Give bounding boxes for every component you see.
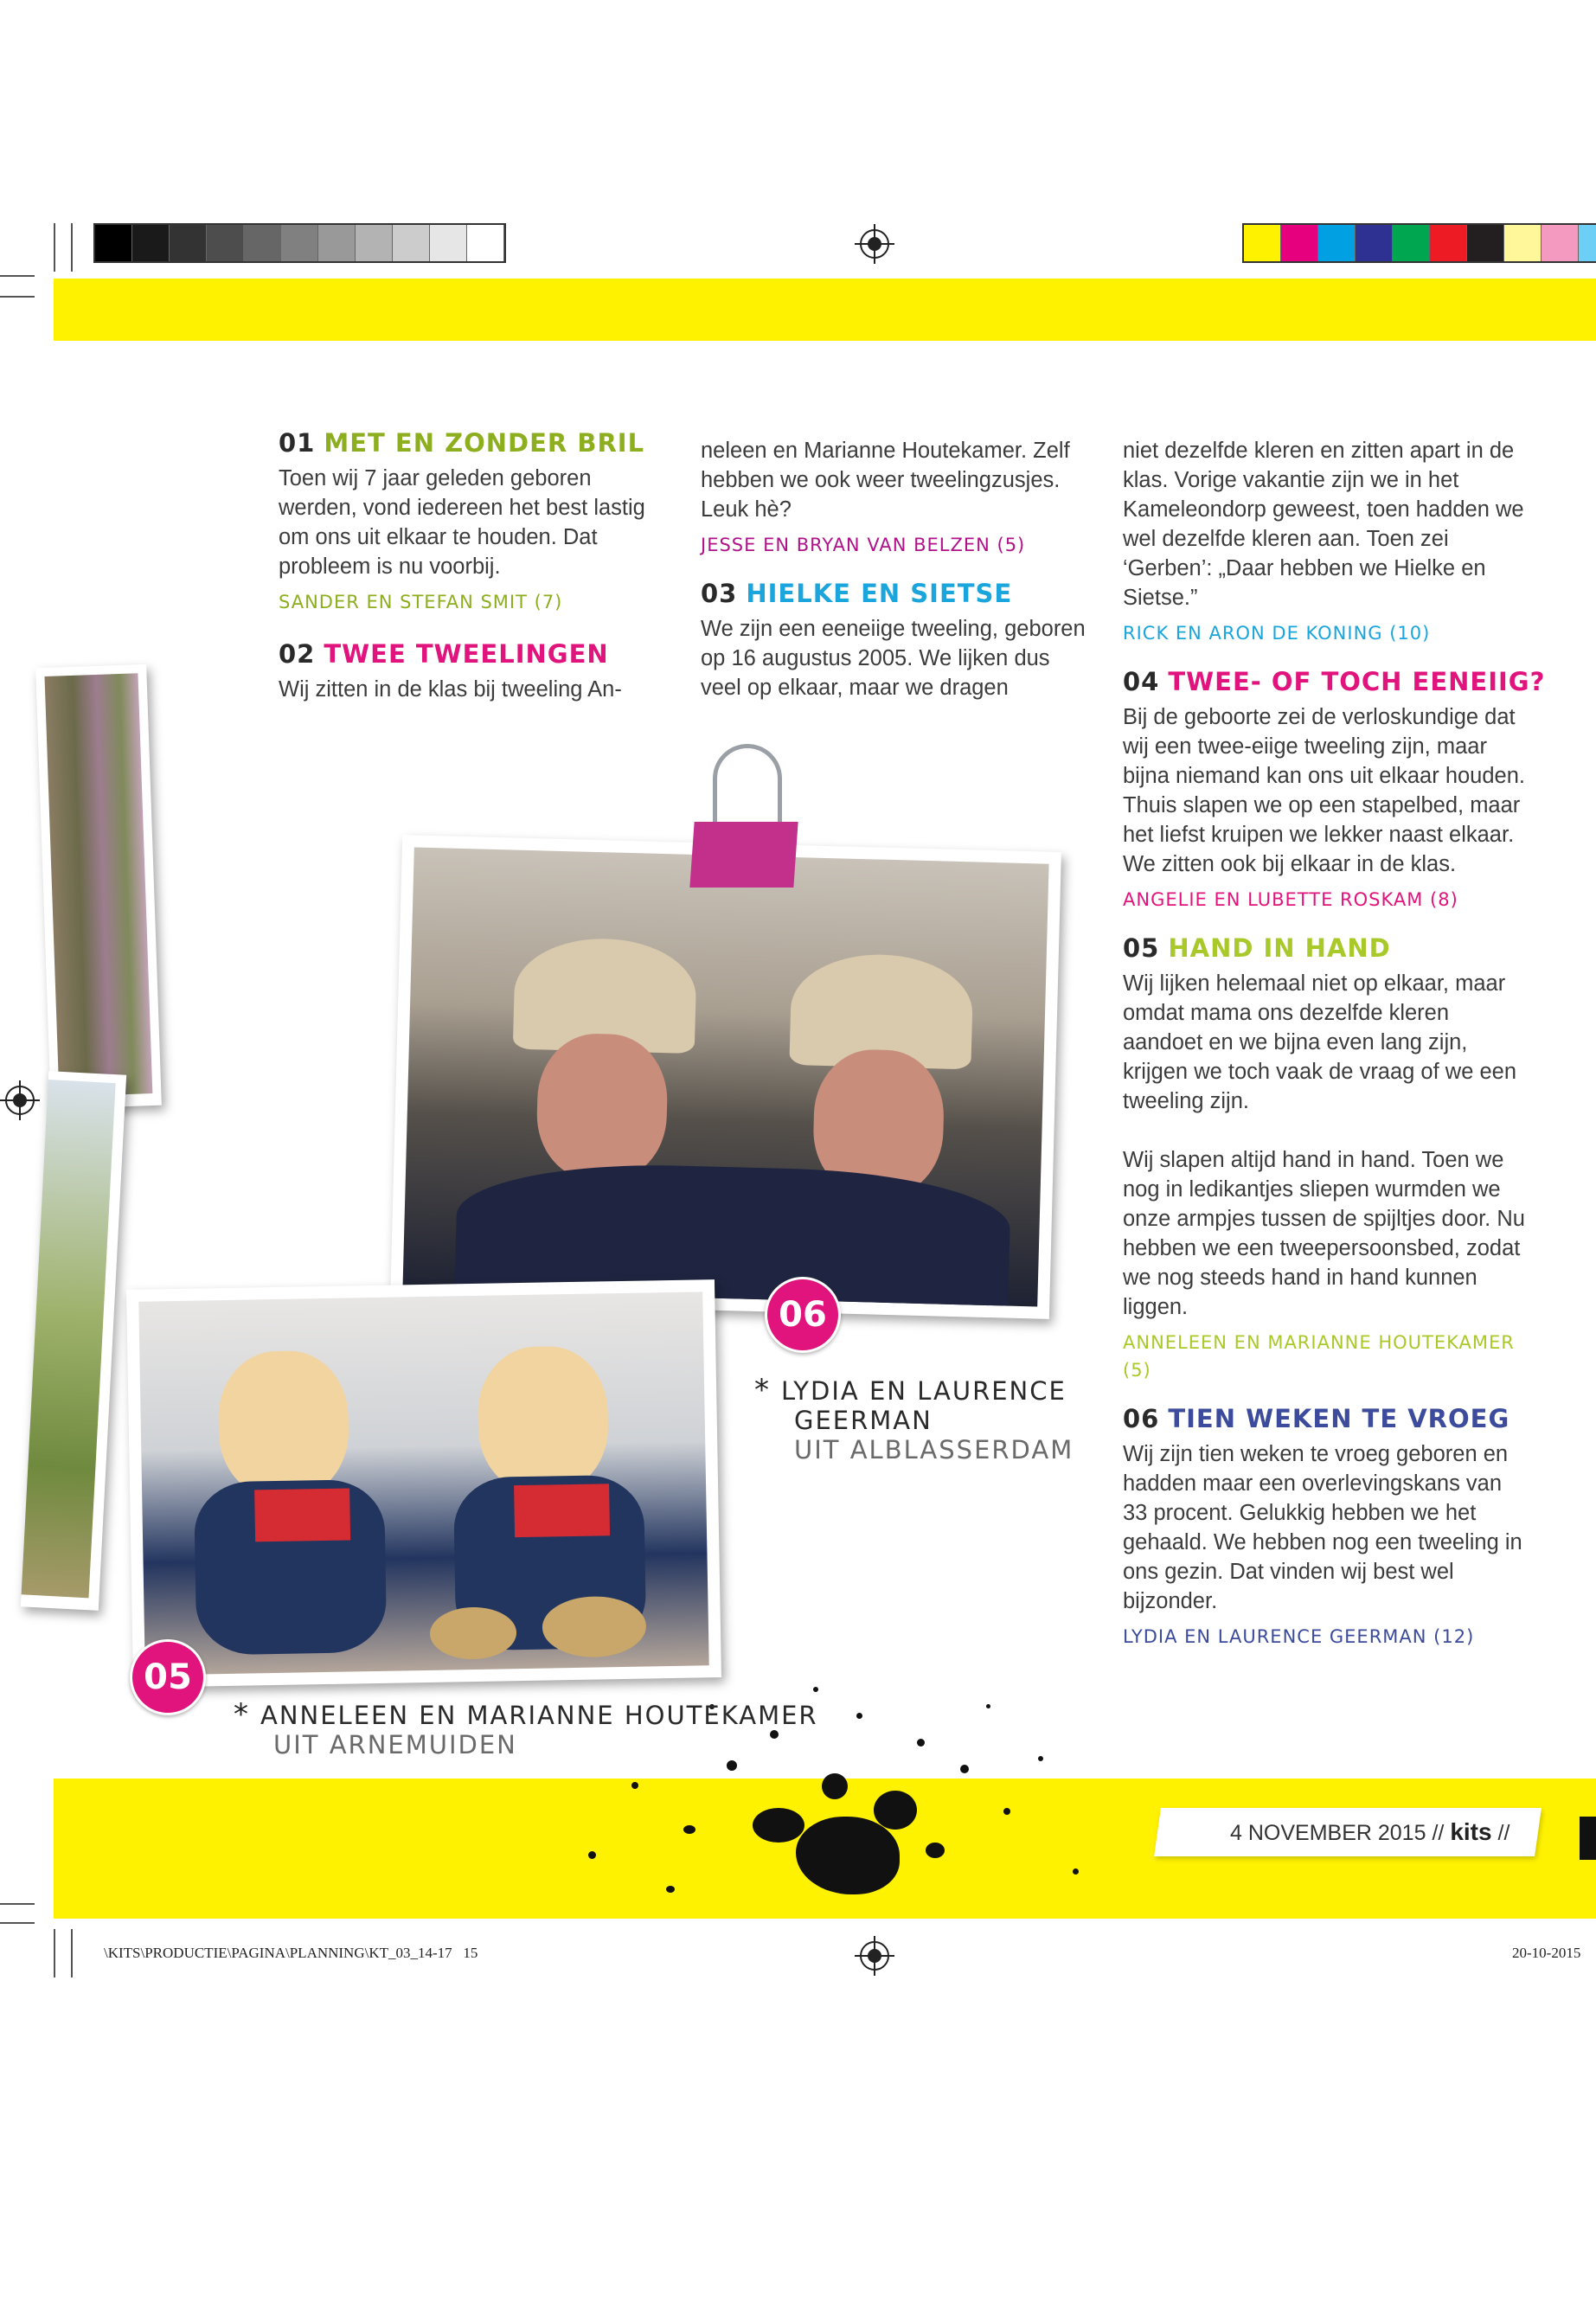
article-body-03-part1: We zijn een eeneiige tweeling, geboren op 16 augustus 2005. We lijken dus veel op elkaar, maar we dragen: [701, 617, 1086, 700]
text-column-2: [701, 436, 1090, 702]
caption-photo-05: * ANNELEEN EN MARIANNE HOUTEKAMER UIT ARNEMUIDEN: [234, 1697, 818, 1759]
article-heading-03: 03 HIELKE EN SIETSE: [701, 579, 1013, 608]
footer-date-line: [1230, 1817, 1509, 1848]
crop-mark: [71, 1929, 73, 1977]
asterisk-icon: *: [234, 1697, 250, 1732]
registration-mark-icon: [860, 1941, 889, 1971]
text-column-3: [1123, 436, 1546, 1650]
article-author-03: RICK EN ARON DE KONING (10): [1123, 623, 1431, 644]
article-heading-01: 01 MET EN ZONDER BRIL: [279, 428, 645, 458]
partial-photo-heather: [35, 664, 162, 1109]
article-author-01: SANDER EN STEFAN SMIT (7): [279, 592, 563, 612]
crop-mark: [0, 275, 35, 277]
article-body-01: Toen wij 7 jaar geleden geboren werden, vond iedereen het best lastig om ons uit elkaar te houden. Dat probleem is nu voorbij.: [279, 466, 645, 579]
article-body-05-part2: Wij slapen altijd hand in hand. Toen we nog in ledikantjes sliepen wurmden we onze armpjes tussen de spijltjes door. Nu hebben we een tweepersoonsbed, zodat we nog steeds hand in hand kunnen liggen.: [1123, 1148, 1525, 1319]
article-body-06: Wij zijn tien weken te vroeg geboren en hadden maar een overlevingskans van 33 procent. Gelukkig hebben we het gehaald. We hebben nog een tweeling in ons gezin. Dat vinden wij best wel bijzonder.: [1123, 1442, 1522, 1613]
page-edge-bar: [1580, 1817, 1596, 1860]
photo-badge-05: 05: [130, 1639, 206, 1715]
footer-separator: //: [1497, 1821, 1510, 1845]
article-author-06: LYDIA EN LAURENCE GEERMAN (12): [1123, 1626, 1475, 1647]
article-author-02: JESSE EN BRYAN VAN BELZEN (5): [701, 535, 1026, 555]
slug-path: \KITS\PRODUCTIE\PAGINA\PLANNING\KT_03_14-17 15: [104, 1945, 478, 1961]
article-heading-05: 05 HAND IN HAND: [1123, 933, 1391, 963]
photo-badge-06: 06: [765, 1277, 841, 1353]
article-body-04: Bij de geboorte zei de verloskundige dat wij een twee-eiige tweeling zijn, maar bijna niemand kan ons uit elkaar houden. Thuis slapen we op een stapelbed, maar het liefst kruipen we lekker naast elkaar. We zitten ook bij elkaar in de klas.: [1123, 705, 1525, 876]
article-heading-06: 06 TIEN WEKEN TE VROEG: [1123, 1404, 1510, 1433]
binder-clip-icon: [692, 744, 796, 891]
crop-mark: [54, 223, 55, 272]
article-author-05: ANNELEEN EN MARIANNE HOUTEKAMER (5): [1123, 1332, 1515, 1381]
crop-mark: [0, 1903, 35, 1905]
crop-mark: [0, 1922, 35, 1924]
article-author-04: ANGELIE EN LUBETTE ROSKAM (8): [1123, 889, 1458, 910]
registration-mark-icon: [5, 1086, 35, 1115]
crop-mark: [0, 296, 35, 298]
article-body-02-part1: Wij zitten in de klas bij tweeling An-: [279, 677, 622, 702]
article-heading-04: 04 TWEE- OF TOCH EENEIIG?: [1123, 667, 1546, 696]
color-calibration-bar: [1242, 223, 1596, 263]
footer-date: 4 NOVEMBER 2015: [1230, 1821, 1426, 1845]
crop-mark: [71, 223, 73, 272]
crop-mark: [54, 1929, 55, 1977]
asterisk-icon: *: [754, 1373, 771, 1407]
header-yellow-bar: [54, 279, 1596, 341]
photo-twins-potatoes: [126, 1279, 721, 1688]
footer-separator: //: [1432, 1821, 1445, 1845]
article-heading-02: 02 TWEE TWEELINGEN: [279, 639, 609, 669]
photo-twins-hats: [390, 835, 1061, 1319]
slug-date: 20-10-2015: [1512, 1945, 1581, 1961]
registration-mark-icon: [860, 229, 889, 259]
article-body-03-part2: niet dezelfde kleren en zitten apart in de klas. Vorige vakantie zijn we in het Kameleondorp geweest, toen hadden we wel dezelfde kleren aan. Toen zei ‘Gerben’: „Daar hebben we Hielke en Sietse.”: [1123, 439, 1524, 610]
grey-calibration-bar: [93, 223, 506, 263]
partial-photo-field: [21, 1071, 126, 1611]
article-body-02-part2: neleen en Marianne Houtekamer. Zelf hebben we ook weer tweelingzusjes. Leuk hè?: [701, 439, 1070, 522]
text-column-1: [279, 427, 668, 704]
footer-brand: kits: [1450, 1818, 1492, 1845]
caption-photo-06: * LYDIA EN LAURENCE GEERMAN UIT ALBLASSERDAM: [754, 1373, 1074, 1465]
article-body-05: Wij lijken helemaal niet op elkaar, maar omdat mama ons dezelfde kleren aandoet en we bijna even lang zijn, krijgen we toch vaak de vraag of we een tweeling zijn.: [1123, 971, 1517, 1113]
